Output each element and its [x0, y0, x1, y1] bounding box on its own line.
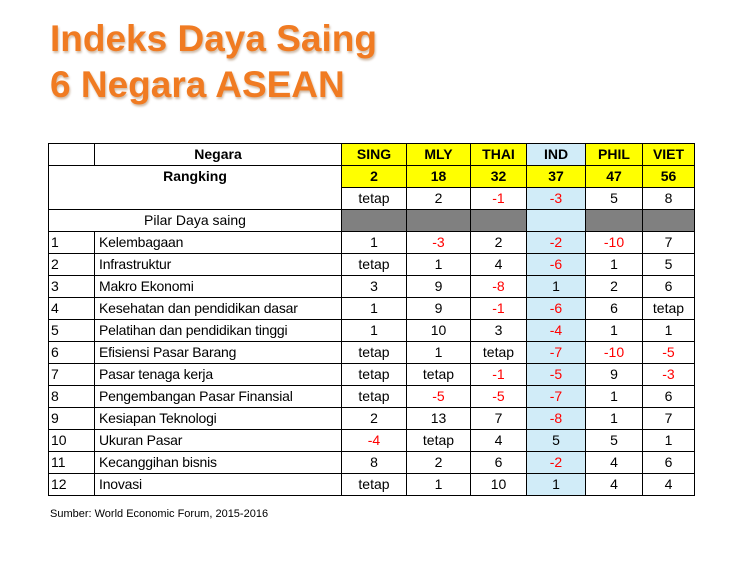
- change-viet: 8: [643, 188, 695, 210]
- change-mly: 2: [407, 188, 471, 210]
- pillar-value: 1: [586, 254, 643, 276]
- pillar-row: [49, 474, 695, 496]
- source-note: Sumber: World Economic Forum, 2015-2016: [50, 508, 269, 520]
- pillar-row: [49, 320, 695, 342]
- pillar-name: Kecanggihan bisnis: [95, 452, 342, 474]
- pillar-number: 2: [49, 254, 95, 276]
- pillar-name: Kesehatan dan pendidikan dasar: [95, 298, 342, 320]
- pillar-number: 9: [49, 408, 95, 430]
- rank-mly: 18: [407, 166, 471, 188]
- rank-sing: 2: [342, 166, 407, 188]
- ranking-row: [49, 166, 695, 188]
- pillar-value: 1: [527, 276, 586, 298]
- country-ind: IND: [527, 144, 586, 166]
- pillar-number: 8: [49, 386, 95, 408]
- pillar-number: 11: [49, 452, 95, 474]
- pillar-value: -7: [527, 342, 586, 364]
- pillar-value: 1: [407, 342, 471, 364]
- pillar-value: 7: [471, 408, 527, 430]
- pillar-value: 3: [342, 276, 407, 298]
- pillar-name: Infrastruktur: [95, 254, 342, 276]
- pillar-value: 9: [586, 364, 643, 386]
- change-ind: -3: [527, 188, 586, 210]
- pillar-value: -5: [527, 364, 586, 386]
- pillar-value: -10: [586, 232, 643, 254]
- country-sing: SING: [342, 144, 407, 166]
- pillar-value: tetap: [471, 342, 527, 364]
- pillar-row: [49, 386, 695, 408]
- gray-cell: [471, 210, 527, 232]
- pillar-name: Makro Ekonomi: [95, 276, 342, 298]
- pillar-value: 6: [643, 452, 695, 474]
- pillar-value: -7: [527, 386, 586, 408]
- pillar-value: 8: [342, 452, 407, 474]
- title-line-1: Indeks Daya Saing: [50, 18, 377, 59]
- pillar-value: 10: [407, 320, 471, 342]
- pillar-value: -3: [407, 232, 471, 254]
- pillar-number: 6: [49, 342, 95, 364]
- header-row: [49, 144, 695, 166]
- pillar-value: -10: [586, 342, 643, 364]
- pillar-value: 1: [342, 320, 407, 342]
- change-sing: tetap: [342, 188, 407, 210]
- title-line-2: 6 Negara ASEAN: [50, 64, 345, 105]
- pillar-value: 5: [586, 430, 643, 452]
- pillar-number: 4: [49, 298, 95, 320]
- country-mly: MLY: [407, 144, 471, 166]
- pillar-value: 4: [643, 474, 695, 496]
- pillar-name: Kelembagaan: [95, 232, 342, 254]
- pillar-value: 1: [586, 386, 643, 408]
- pillar-name: Efisiensi Pasar Barang: [95, 342, 342, 364]
- pillar-value: 6: [471, 452, 527, 474]
- pillar-value: 9: [407, 298, 471, 320]
- gray-cell: [342, 210, 407, 232]
- pillar-value: 4: [471, 430, 527, 452]
- pillar-header: Pilar Daya saing: [49, 210, 342, 232]
- pillar-value: 4: [586, 474, 643, 496]
- pillar-value: -1: [471, 298, 527, 320]
- pillar-value: 2: [342, 408, 407, 430]
- pillar-row: [49, 452, 695, 474]
- pillar-name: Pelatihan dan pendidikan tinggi: [95, 320, 342, 342]
- pillar-row: [49, 408, 695, 430]
- corner-cell: [49, 144, 95, 166]
- pillar-row: [49, 254, 695, 276]
- pillar-value: 10: [471, 474, 527, 496]
- pillar-value: 6: [643, 276, 695, 298]
- pillar-row: [49, 430, 695, 452]
- pillar-value: tetap: [342, 474, 407, 496]
- rank-ind: 37: [527, 166, 586, 188]
- pillar-header-row: [49, 210, 695, 232]
- pillar-value: 7: [643, 232, 695, 254]
- pillar-value: -6: [527, 298, 586, 320]
- pillar-value: 6: [586, 298, 643, 320]
- pillar-value: tetap: [342, 386, 407, 408]
- competitiveness-table: [48, 143, 695, 496]
- pillar-number: 12: [49, 474, 95, 496]
- pillar-row: [49, 342, 695, 364]
- change-phil: 5: [586, 188, 643, 210]
- pillar-row: [49, 276, 695, 298]
- pillar-value: 1: [643, 320, 695, 342]
- pillar-name: Ukuran Pasar: [95, 430, 342, 452]
- pillar-value: 2: [586, 276, 643, 298]
- gray-cell: [407, 210, 471, 232]
- pillar-number: 10: [49, 430, 95, 452]
- pillar-value: tetap: [407, 430, 471, 452]
- gray-cell: [586, 210, 643, 232]
- slide-title: [50, 16, 377, 108]
- pillar-value: 3: [471, 320, 527, 342]
- blue-cell: [527, 210, 586, 232]
- pillar-value: tetap: [342, 342, 407, 364]
- pillar-value: 9: [407, 276, 471, 298]
- change-thai: -1: [471, 188, 527, 210]
- rank-viet: 56: [643, 166, 695, 188]
- rank-phil: 47: [586, 166, 643, 188]
- pillar-value: 1: [407, 474, 471, 496]
- pillar-row: [49, 364, 695, 386]
- pillar-name: Inovasi: [95, 474, 342, 496]
- pillar-value: -5: [407, 386, 471, 408]
- pillar-value: 4: [471, 254, 527, 276]
- pillar-value: 1: [342, 298, 407, 320]
- pillar-name: Pengembangan Pasar Finansial: [95, 386, 342, 408]
- country-viet: VIET: [643, 144, 695, 166]
- pillar-value: 1: [527, 474, 586, 496]
- pillar-value: -3: [643, 364, 695, 386]
- pillar-value: 1: [586, 408, 643, 430]
- country-phil: PHIL: [586, 144, 643, 166]
- pillar-value: 1: [342, 232, 407, 254]
- pillar-number: 1: [49, 232, 95, 254]
- rank-thai: 32: [471, 166, 527, 188]
- pillar-value: 1: [586, 320, 643, 342]
- pillar-value: 1: [407, 254, 471, 276]
- pillar-name: Pasar tenaga kerja: [95, 364, 342, 386]
- pillar-value: -2: [527, 232, 586, 254]
- pillar-value: 1: [643, 430, 695, 452]
- pillar-value: tetap: [643, 298, 695, 320]
- pillar-value: 2: [471, 232, 527, 254]
- pillar-value: 5: [643, 254, 695, 276]
- pillar-value: tetap: [342, 254, 407, 276]
- pillar-number: 3: [49, 276, 95, 298]
- pillar-value: 7: [643, 408, 695, 430]
- country-thai: THAI: [471, 144, 527, 166]
- pillar-value: 2: [407, 452, 471, 474]
- pillar-number: 7: [49, 364, 95, 386]
- ranking-label: Rangking: [49, 166, 342, 210]
- pillar-value: -5: [643, 342, 695, 364]
- pillar-row: [49, 298, 695, 320]
- pillar-value: -2: [527, 452, 586, 474]
- pillar-value: tetap: [407, 364, 471, 386]
- pillar-row: [49, 232, 695, 254]
- pillar-value: 6: [643, 386, 695, 408]
- pillar-number: 5: [49, 320, 95, 342]
- pillar-value: -1: [471, 364, 527, 386]
- pillar-value: 5: [527, 430, 586, 452]
- pillar-value: 4: [586, 452, 643, 474]
- pillar-value: tetap: [342, 364, 407, 386]
- pillar-value: -6: [527, 254, 586, 276]
- pillar-value: -4: [342, 430, 407, 452]
- pillar-value: -8: [471, 276, 527, 298]
- pillar-value: -5: [471, 386, 527, 408]
- gray-cell: [643, 210, 695, 232]
- pillar-value: 13: [407, 408, 471, 430]
- pillar-name: Kesiapan Teknologi: [95, 408, 342, 430]
- country-header: Negara: [95, 144, 342, 166]
- pillar-value: -4: [527, 320, 586, 342]
- pillar-value: -8: [527, 408, 586, 430]
